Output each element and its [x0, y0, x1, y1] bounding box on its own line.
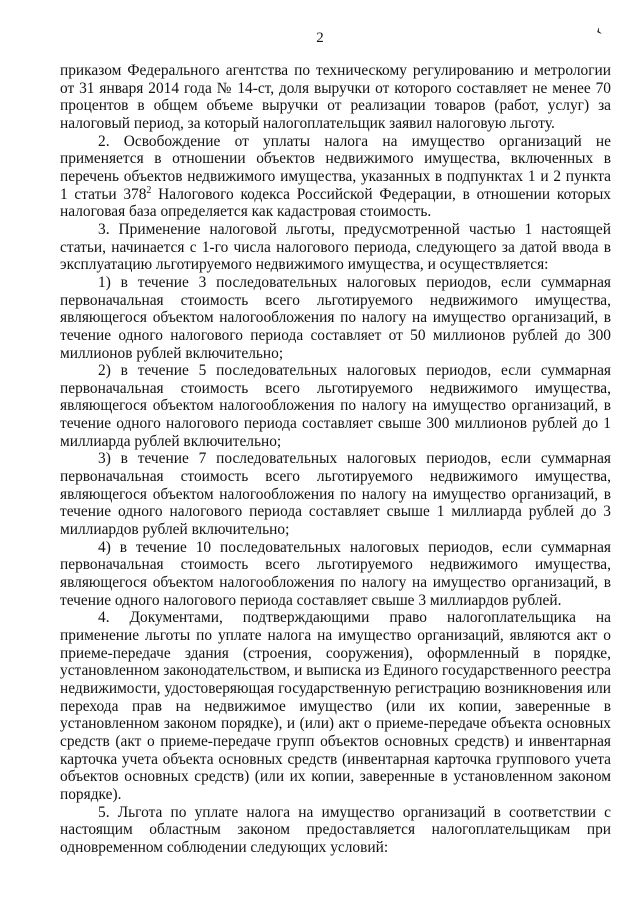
paragraph-item-2-tail: Налогового кодекса Российской Федерации, в отношении которых налоговая база определяется как кадастровая стоимость. [60, 185, 612, 221]
subitem-4: 4) в течение 10 последовательных налоговых периодов, если суммарная первоначальная стоимость всего льготируемого недвижимого имущества, являющегося объектом налогообложения по налогу на имущество организаций, в течение одного налогового периода составляет свыше 3 миллиардов рублей. [60, 538, 611, 609]
paragraph-continuation: приказом Федерального агентства по техническому регулированию и метрологии от 31 января 2014 года № 14-ст, доля выручки от которого составляет не менее 70 процентов в общем объеме выручки от реализации товаров (работ, услуг) за налоговый период, за который налогоплательщик заявил налоговую льготу. [60, 62, 611, 132]
paragraph-item-5: 5. Льгота по уплате налога на имущество организаций в соответствии с настоящим областным законом предоставляется налогоплательщикам при одновременном соблюдении следующих условий: [60, 803, 611, 856]
paragraph-item-2 [60, 133, 611, 221]
article-superscript: 2 [146, 184, 152, 196]
subitem-2: 2) в течение 5 последовательных налоговых периодов, если суммарная первоначальная стоимость всего льготируемого недвижимого имущества, являющегося объектом налогообложения по налогу на имущество организаций, в течение одного налогового периода составляет свыше 300 миллионов рублей до 1 миллиарда рублей включительно; [60, 362, 611, 450]
subitem-1: 1) в течение 3 последовательных налоговых периодов, если суммарная первоначальная стоимость всего льготируемого недвижимого имущества, являющегося объектом налогообложения по налогу на имущество организаций, в течение одного налогового периода составляет от 50 миллионов рублей до 300 миллионов рублей включительно; [60, 273, 611, 362]
paragraph-item-3: 3. Применение налоговой льготы, предусмотренной частью 1 настоящей статьи, начинается с 1-го числа налогового периода, следующего за датой ввода в эксплуатацию льготируемого недвижимого имущества, и осуществляется: [60, 220, 611, 274]
subitem-3: 3) в течение 7 последовательных налоговых периодов, если суммарная первоначальная стоимость всего льготируемого недвижимого имущества, являющегося объектом налогообложения по налогу на имущество организаций, в течение одного налогового периода составляет свыше 1 миллиарда рублей до 3 миллиардов рублей включительно; [60, 450, 611, 539]
document-body [60, 62, 611, 857]
paragraph-item-4: 4. Документами, подтверждающими право налогоплательщика на применение льготы по уплате налога на имущество организаций, являются акт о приеме-передаче здания (строения, сооружения), оформленный в порядке, установленном законодательством, и выписка из Единого государственного реестра недвижимости, удостоверяющая государственную регистрацию возникновения или перехода прав на недвижимое имущество (или их копии, заверенные в установленном законом порядке), и (или) акт о приеме-передаче объекта основных средств (акт о приеме-передаче групп объектов основных средств) и инвентарная карточка учета объекта основных средств (инвентарная карточка группового учета объектов основных средств) (или их копии, заверенные в установленном законом порядке). [60, 609, 611, 803]
corner-mark: ‹ [592, 21, 605, 40]
paragraph-item-2-text: 2. Освобождение от уплаты налога на имущество организаций не применяется в отношении объектов недвижимого имущества, включенных в перечень объектов недвижимого имущества, указанных в подпунктах 1 и 2 пункта 1 статьи 378 [60, 132, 611, 203]
page-number: 2 [316, 30, 324, 46]
